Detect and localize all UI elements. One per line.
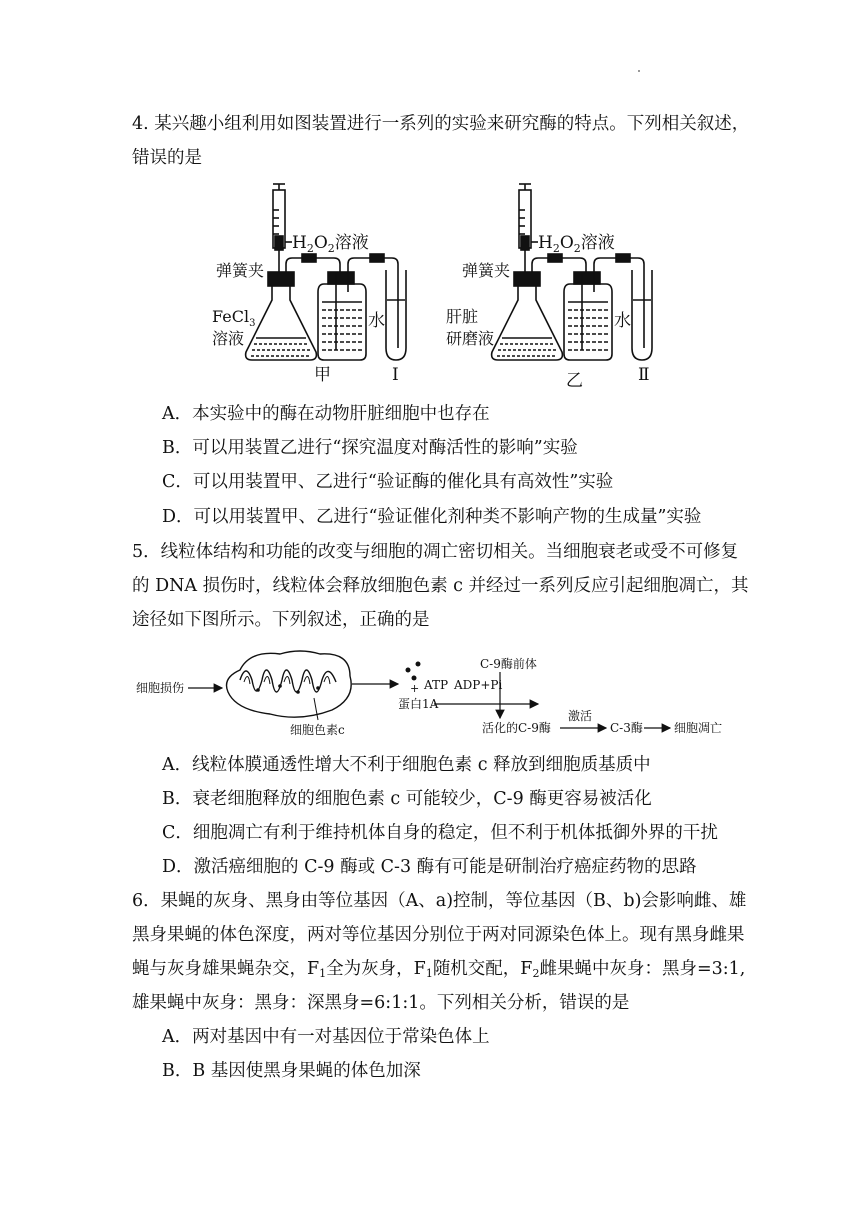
q5-option-a: A．线粒体膜通透性增大不利于细胞色素 c 释放到细胞质基质中 — [162, 755, 651, 775]
clamp-label-right: 弹簧夹 — [462, 261, 511, 280]
atp-label: ATP — [424, 678, 449, 692]
q6-stem-line1: 6．果蝇的灰身、黑身由等位基因（A、a)控制，等位基因（B、b)会影响雌、雄 — [132, 891, 747, 911]
caption-yi: 乙 — [566, 371, 583, 391]
cyt-c-label: 细胞色素c — [290, 723, 345, 737]
tube-label-I: Ⅰ — [392, 365, 399, 385]
q6-option-b: B．B 基因使黑身果蝇的体色加深 — [162, 1061, 421, 1081]
fecl3-label: FeCl$_3$ — [212, 307, 256, 329]
q4-apparatus-figure — [0, 180, 860, 400]
c3-label: C-3酶 — [610, 721, 643, 735]
water-label-left: 水 — [368, 311, 385, 331]
right-apparatus — [492, 184, 652, 360]
caption-jia: 甲 — [314, 365, 331, 385]
left-apparatus — [246, 184, 406, 360]
q5-stem-line2: 的 DNA 损伤时，线粒体会释放细胞色素 c 并经过一系列反应引起细胞凋亡，其 — [132, 576, 749, 596]
protein-1a-label: 蛋白1A — [398, 697, 439, 711]
q4-option-d: D．可以用装置甲、乙进行“验证催化剂种类不影响产物的生成量”实验 — [162, 507, 702, 527]
liver-label-line2: 研磨液 — [446, 329, 495, 348]
q4-stem-line2: 错误的是 — [132, 148, 202, 168]
svg-text:H2O2溶液: $H_2O_2$溶液 — [538, 233, 615, 255]
c9-precursor-label: C-9酶前体 — [480, 657, 537, 671]
h2o2-label-right-h: H — [538, 233, 553, 253]
q6-stem-line3: 蝇与灰身雄果蝇杂交，$F_1$全为灰身，$F_1$随机交配，$F_2$雌果蝇中灰身：黑身=3:1, — [132, 959, 746, 980]
q4-option-a: A．本实验中的酶在动物肝脏细胞中也存在 — [162, 404, 490, 424]
scan-speck — [638, 70, 640, 72]
q4-option-c: C．可以用装置甲、乙进行“验证酶的催化具有高效性”实验 — [162, 472, 614, 492]
q6-stem-line4: 雄果蝇中灰身：黑身：深黑身=6:1:1。下列相关分析，错误的是 — [132, 993, 630, 1013]
liver-label-line1: 肝脏 — [446, 307, 479, 326]
q5-stem-line3: 途径如下图所示。下列叙述，正确的是 — [132, 610, 430, 630]
cell-damage-label: 细胞损伤 — [136, 681, 185, 695]
plus-sign: + — [410, 682, 420, 695]
q5-option-c: C．细胞凋亡有利于维持机体自身的稳定，但不利于机体抵御外界的干扰 — [162, 823, 718, 843]
q4-stem-line1: 4. 某兴趣小组利用如图装置进行一系列的实验来研究酶的特点。下列相关叙述， — [132, 114, 750, 134]
apoptosis-label: 细胞凋亡 — [674, 721, 723, 735]
q5-pathway-figure — [0, 640, 860, 740]
q4-option-b: B．可以用装置乙进行“探究温度对酶活性的影响”实验 — [162, 438, 578, 458]
q5-stem-line1: 5．线粒体结构和功能的改变与细胞的凋亡密切相关。当细胞衰老或受不可修复 — [132, 542, 739, 562]
mitochondrion-drawing — [227, 651, 352, 717]
adp-pi-label: ADP+Pi — [454, 678, 503, 692]
h2o2-label-left-h: H — [292, 233, 307, 253]
active-c9-label: 活化的C-9酶 — [482, 721, 551, 735]
water-label-right: 水 — [614, 311, 631, 331]
activate-label: 激活 — [568, 709, 593, 723]
q5-option-b: B．衰老细胞释放的细胞色素 c 可能较少，C-9 酶更容易被活化 — [162, 789, 652, 809]
q6-stem-line2: 黑身果蝇的体色深度，两对等位基因分别位于两对同源染色体上。现有黑身雌果 — [132, 925, 745, 945]
q5-option-d: D．激活癌细胞的 C-9 酶或 C-3 酶有可能是研制治疗癌症药物的思路 — [162, 857, 697, 877]
tube-label-II: Ⅱ — [638, 365, 650, 385]
clamp-label-left: 弹簧夹 — [216, 261, 265, 280]
svg-text:H2O2溶液: $H_2O_2$溶液 — [292, 233, 369, 255]
q6-option-a: A．两对基因中有一对基因位于常染色体上 — [162, 1027, 490, 1047]
fecl3-label-line2: 溶液 — [212, 329, 245, 348]
